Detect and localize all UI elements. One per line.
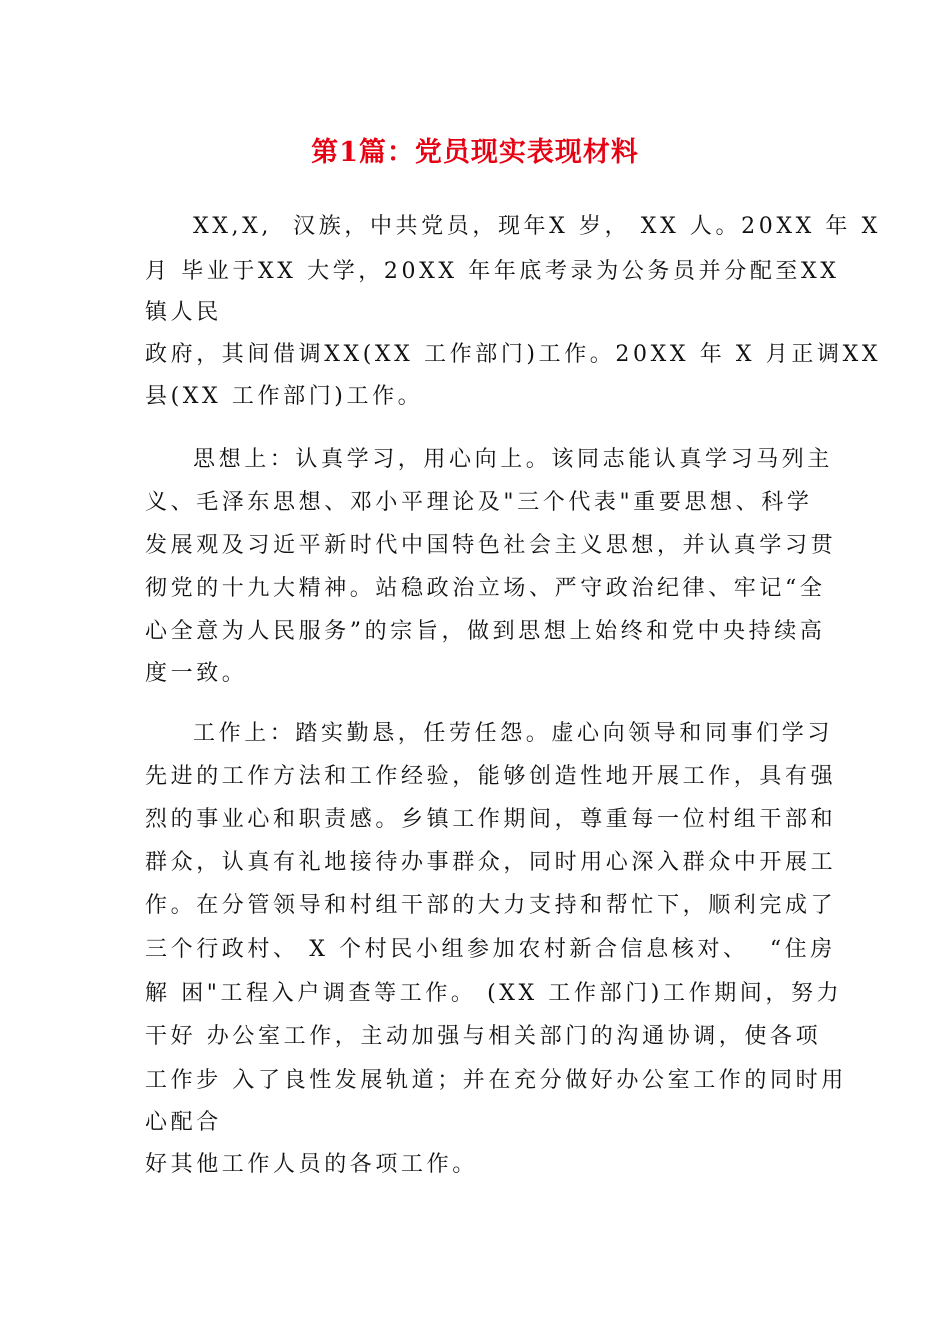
thought-line: 心全意为人民服务”的宗旨，做到思想上始终和党中央持续高 xyxy=(145,619,826,644)
intro-line: 镇人民 xyxy=(145,300,222,325)
thought-line: 思想上：认真学习，用心向上。该同志能认真学习马列主 xyxy=(193,447,834,472)
work-line: 烈的事业心和职责感。乡镇工作期间，尊重每一位村组干部和 xyxy=(145,807,837,832)
work-line: 工作上：踏实勤恳，任劳任怨。虚心向领导和同事们学习 xyxy=(193,721,834,746)
document-title: 第1篇：党员现实表现材料 xyxy=(311,137,639,168)
work-line: 工作步 入了良性发展轨道；并在充分做好办公室工作的同时用 xyxy=(145,1068,847,1093)
work-line: 干好 办公室工作，主动加强与相关部门的沟通协调，使各项 xyxy=(145,1024,822,1049)
work-line: 群众，认真有礼地接待办事群众，同时用心深入群众中开展工 xyxy=(145,850,837,875)
intro-line: 政府，其间借调XX(XX 工作部门)工作。20XX 年 X 月正调XX xyxy=(145,342,882,367)
intro-line: 县(XX 工作部门)工作。 xyxy=(145,384,424,409)
work-line: 三个行政村、 X 个村民小组参加农村新合信息核对、 “住房 xyxy=(145,937,836,962)
work-line: 解 困"工程入户调查等工作。 (XX 工作部门)工作期间，努力 xyxy=(145,981,843,1006)
work-line: 心配合 xyxy=(145,1110,222,1135)
intro-line: XX,X, 汉族，中共党员，现年X 岁， XX 人。20XX 年 X xyxy=(193,214,881,239)
thought-line: 发展观及习近平新时代中国特色社会主义思想，并认真学习贯 xyxy=(145,533,837,558)
work-line: 先进的工作方法和工作经验，能够创造性地开展工作，具有强 xyxy=(145,764,837,789)
thought-line: 度一致。 xyxy=(145,661,248,686)
intro-line: 月 毕业于XX 大学，20XX 年年底考录为公务员并分配至XX xyxy=(145,259,840,284)
work-line: 作。在分管领导和村组干部的大力支持和帮忙下，顺利完成了 xyxy=(145,893,837,918)
work-line: 好其他工作人员的各项工作。 xyxy=(145,1152,478,1177)
thought-line: 义、毛泽东思想、邓小平理论及"三个代表"重要思想、科学 xyxy=(145,490,813,515)
thought-line: 彻党的十九大精神。站稳政治立场、严守政治纪律、牢记“全 xyxy=(145,576,826,601)
